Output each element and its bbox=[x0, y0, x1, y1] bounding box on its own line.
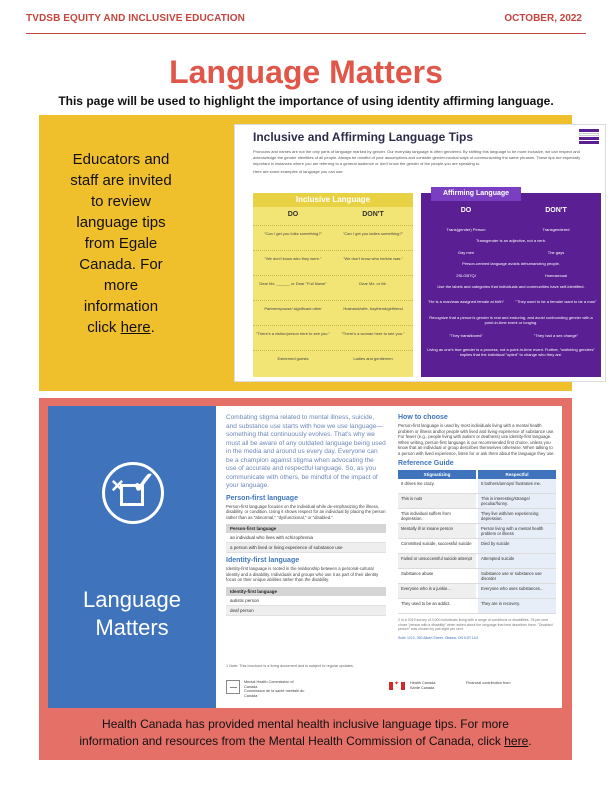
page-header bbox=[0, 0, 612, 36]
respectful-term: They live with/are experiencing depression. bbox=[478, 509, 556, 523]
affirming-do: Gay men bbox=[457, 250, 475, 255]
mhcc-link[interactable]: here bbox=[504, 734, 529, 748]
mhcc-line bbox=[51, 733, 560, 750]
affirming-do: "He is a man/was assigned female at birth" bbox=[428, 299, 504, 304]
affirming-do: Trans(gender) Person bbox=[446, 227, 486, 232]
inclusive-row bbox=[253, 325, 413, 347]
inclusive-do: Partner/spouse/ significant other bbox=[264, 306, 322, 311]
egale-link[interactable]: here bbox=[120, 319, 151, 336]
inclusive-do: "Can I get you folks something?" bbox=[264, 231, 322, 236]
inclusive-header: Inclusive Language bbox=[253, 193, 413, 207]
respectful-term: It bothers/annoys/ frustrates me. bbox=[478, 479, 556, 493]
health-canada-en: Health Canada bbox=[410, 681, 436, 685]
header-date: OCTOBER, 2022 bbox=[504, 13, 582, 24]
egale-line: from Egale bbox=[84, 235, 158, 252]
brochure-lead: Combating stigma related to mental illness, suicide, and substance use starts with how we use language—something that continuously evolves. That's why we must all be aware of any outdated language being used in the media and around us every day. Everyone can be a champion against stigma when advocating the use of accurate and respectful language. So, as you communicate with others, be mindful of the impact of your language. bbox=[226, 414, 386, 489]
reference-row bbox=[398, 584, 556, 599]
person-first-heading: Person-first language bbox=[226, 494, 298, 502]
egale-line: language tips bbox=[76, 214, 166, 231]
affirming-do: "They transitioned" bbox=[449, 333, 483, 338]
affirming-columns bbox=[421, 207, 601, 219]
inclusive-do: "We don't know who they were." bbox=[264, 256, 322, 261]
inclusive-row bbox=[253, 250, 413, 272]
inclusive-dont: "We don't know who he/she was." bbox=[343, 256, 403, 261]
stigmatizing-column-header: Stigmatizing bbox=[398, 470, 476, 479]
affirming-note-text: Transgender is an adjective, not a verb. bbox=[475, 238, 547, 243]
affirming-note-text: Person-centred language avoids dehumanizing people. bbox=[462, 261, 560, 266]
mhcc-section bbox=[39, 398, 572, 760]
respectful-term: They are in recovery. bbox=[478, 599, 556, 613]
stigmatizing-term: They used to be an addict. bbox=[401, 601, 451, 606]
affirming-note-text: Recognize that a person's gender is real and enduring, and avoid confounding gender with a point-in-time event or longing. bbox=[429, 315, 593, 325]
inclusive-dont: "There's a woman here to see you." bbox=[341, 331, 405, 336]
identity-first-text: Identity-first language is rooted in the relationship between a personal-cultural identity and a disability. Individuals and groups who use it as part of their identity focus on their unique abilities rather than the disability. bbox=[226, 566, 379, 582]
how-to-choose-heading: How to choose bbox=[398, 414, 448, 421]
stigmatizing-term: This is nuts bbox=[398, 494, 476, 508]
stigmatizing-term: This individual suffers from depression. bbox=[401, 511, 451, 521]
inclusive-dont: Husband/wife, boyfriend/girlfriend bbox=[343, 306, 403, 311]
respectful-term: Died by suicide bbox=[478, 539, 556, 553]
stigmatizing-term: Mentally ill or insane person bbox=[398, 524, 476, 538]
financial-contribution: Financial contribution from bbox=[466, 681, 511, 685]
page-subtitle: This page will be used to highlight the importance of using identity affirming language. bbox=[58, 94, 554, 108]
inclusive-dont: Ladies and gentlemen bbox=[353, 356, 393, 361]
brochure-footnote: 2 In a 2019 survey of 3,000 individuals living with a range of conditions or disabilities, 78 per cent chose "person with a disability" when asked about the language that best describes them. "Disabled person" was chosen by just eight per cent. bbox=[398, 618, 553, 631]
stigmatizing-term: It drives me crazy. bbox=[401, 481, 435, 486]
inclusive-do: Dear Mx. ______ or Dear "Full Name" bbox=[259, 281, 327, 286]
person-first-example-head: Person-first language bbox=[226, 524, 386, 533]
brochure-cover bbox=[48, 406, 216, 708]
brochure-middle-column bbox=[226, 414, 386, 616]
reference-row bbox=[398, 569, 556, 584]
brochure-contact: Suite 1210, 350 Albert Street, Ottawa, ON K1R 1A4 bbox=[398, 635, 478, 640]
how-to-choose-text: Person-first language is used by most individuals living with a mental health problem or illness and/or people with lived and living experience of substance use. For fewer (e.g., people living with autism or deafness) use identity-first language. When writing, person-first language is our recommended first choice, unless you know that an individual or group describes themselves otherwise. When talking to a person with lived experience, listen for or ask them about the language they use. bbox=[398, 423, 555, 456]
checkmark-icon: ✓ bbox=[131, 467, 157, 500]
egale-line: staff are invited bbox=[70, 172, 172, 189]
health-canada-logo bbox=[410, 681, 435, 690]
tips-intro bbox=[253, 149, 588, 175]
egale-line: to review bbox=[90, 193, 152, 210]
reference-row bbox=[398, 554, 556, 569]
reference-row bbox=[398, 599, 556, 614]
link-suffix: . bbox=[150, 319, 155, 336]
egale-line: Canada. For bbox=[79, 256, 163, 273]
inclusive-dont-label: DON'T bbox=[362, 211, 384, 218]
affirming-dont: The gays bbox=[547, 250, 565, 255]
affirming-note-text: Use the labels and categories that individuals and communities have self-identified. bbox=[437, 284, 585, 289]
affirming-dont: Transgendered bbox=[542, 227, 570, 232]
reference-guide-header bbox=[398, 470, 556, 479]
stigmatizing-term: Substance abuse bbox=[401, 571, 434, 576]
affirming-language-box bbox=[421, 190, 601, 377]
person-first-text: Person-first language focuses on the individual while de-emphasizing the illness, disability, or condition. Using it shows respect for an individual by placing the person rather than as "abnormal," "dysfunctional," or "disabled." bbox=[226, 503, 386, 520]
identity-first-example: autistic person bbox=[226, 596, 386, 606]
mhcc-description bbox=[51, 716, 560, 750]
inclusive-do: "There's a visitor/person here to see you." bbox=[255, 331, 331, 336]
affirming-dont: "They had a sex change" bbox=[533, 333, 579, 338]
respectful-term: Everyone who uses substances... bbox=[478, 584, 556, 598]
tips-intro-text: Pronouns and names are not the only parts of language marked by gender. Our everyday language is often gendered. By shifting this language to be more inclusive, we can respect and acknowledge the gender identities of all people. Always be mindful of your assumptions and consider gender-neutral ways of communicating the same phrases. These tips are especially important in instances where you are referring to a general audience or don't know the gender of the people you are speaking to. bbox=[253, 149, 581, 166]
checkbox-icon bbox=[102, 462, 164, 524]
affirming-dont: "They used to be a female/ want to be a man" bbox=[515, 299, 597, 304]
egale-tips-image[interactable] bbox=[234, 124, 606, 382]
reference-row bbox=[398, 539, 556, 554]
stigmatizing-term: Failed or unsuccessful suicide attempt bbox=[398, 554, 476, 568]
inclusive-row bbox=[253, 300, 413, 322]
respectful-term: Substance use or substance use disorder bbox=[478, 569, 556, 583]
inclusive-row bbox=[253, 225, 413, 247]
stigmatizing-term: Everyone who is a junkie... bbox=[398, 584, 476, 598]
page-title: Language Matters bbox=[169, 54, 443, 90]
egale-click-line bbox=[51, 317, 191, 338]
tips-title: Inclusive and Affirming Language Tips bbox=[253, 130, 474, 144]
language-matters-brochure[interactable] bbox=[48, 406, 562, 708]
affirming-header: Affirming Language bbox=[431, 187, 521, 201]
respectful-term: Attempted suicide bbox=[478, 554, 556, 568]
egale-description bbox=[51, 149, 191, 338]
mhcc-line-prefix: information and resources from the Mental Health Commission of Canada, click bbox=[79, 734, 505, 748]
respectful-column-header: Respectful bbox=[478, 470, 556, 479]
mhcc-name-en: Mental Health Commission of Canada bbox=[244, 680, 294, 689]
header-divider bbox=[26, 33, 586, 34]
affirming-do: 2SLGBTQI bbox=[456, 273, 476, 278]
reference-row bbox=[398, 509, 556, 524]
inclusive-row bbox=[253, 350, 413, 372]
identity-first-heading: Identity-first language bbox=[226, 557, 300, 564]
affirming-dont: Homosexual bbox=[544, 273, 568, 278]
person-first-example: an individual who lives with schizophrenia bbox=[226, 533, 386, 543]
egale-line: Educators and bbox=[72, 151, 170, 168]
mhcc-line: Health Canada has provided mental health inclusive language tips. For more bbox=[102, 717, 509, 731]
cover-title-line: Language bbox=[83, 587, 181, 612]
mhcc-logo bbox=[226, 680, 306, 698]
stigmatizing-term: Committed suicide, successful suicide bbox=[401, 541, 472, 546]
affirming-do-label: DO bbox=[460, 207, 472, 214]
affirming-note-text: Living as one's true gender is a process, not a point-in-time event. Further, "switching genders" implies that the individual "opted" to change who they are. bbox=[427, 347, 595, 357]
brochure-note: 1 Note: This brochure is a living document and is subject to regular updates. bbox=[226, 664, 354, 668]
tips-intro-examples: Here are some examples of language you can use: bbox=[253, 169, 344, 174]
brochure-cover-title bbox=[48, 586, 216, 642]
egale-line: information bbox=[83, 298, 159, 315]
egale-line: more bbox=[103, 277, 139, 294]
header-org: TVDSB EQUITY AND INCLUSIVE EDUCATION bbox=[26, 13, 245, 24]
x-mark-icon: × bbox=[111, 473, 124, 498]
mhcc-name-fr: Commission de la santé mentale du Canada bbox=[244, 689, 305, 698]
brochure-footer bbox=[226, 678, 556, 702]
cover-title-line: Matters bbox=[95, 615, 169, 640]
person-first-example: a person with lived or living experience of substance use bbox=[226, 543, 386, 553]
inclusive-language-box bbox=[253, 193, 413, 377]
inclusive-do: Esteemed guests bbox=[277, 356, 309, 361]
reference-guide-heading: Reference Guide bbox=[398, 460, 454, 467]
respectful-term: This is interesting/strange/ peculiar/funny. bbox=[478, 494, 556, 508]
pride-flag-icon bbox=[579, 129, 599, 147]
health-canada-fr: Santé Canada bbox=[410, 685, 435, 690]
inclusive-dont: "Can I get you ladies something?" bbox=[343, 231, 403, 236]
respectful-term: Person living with a mental health problem or illness bbox=[478, 524, 556, 538]
mhcc-link-suffix: . bbox=[528, 734, 532, 748]
reference-row bbox=[398, 479, 556, 494]
identity-first-example: deaf person bbox=[226, 606, 386, 616]
reference-row bbox=[398, 524, 556, 539]
inclusive-dont: Dear Mx. or Mr. bbox=[359, 281, 387, 286]
inclusive-row bbox=[253, 275, 413, 297]
identity-first-example-head: Identity-first language bbox=[226, 587, 386, 596]
affirming-dont-label: DON'T bbox=[545, 207, 567, 214]
inclusive-columns bbox=[253, 211, 413, 223]
canada-flag-icon bbox=[389, 682, 405, 690]
egale-section bbox=[39, 115, 597, 391]
reference-row bbox=[398, 494, 556, 509]
brochure-right-column bbox=[398, 414, 556, 640]
inclusive-do-label: DO bbox=[287, 211, 299, 218]
click-prefix: click bbox=[87, 319, 121, 336]
